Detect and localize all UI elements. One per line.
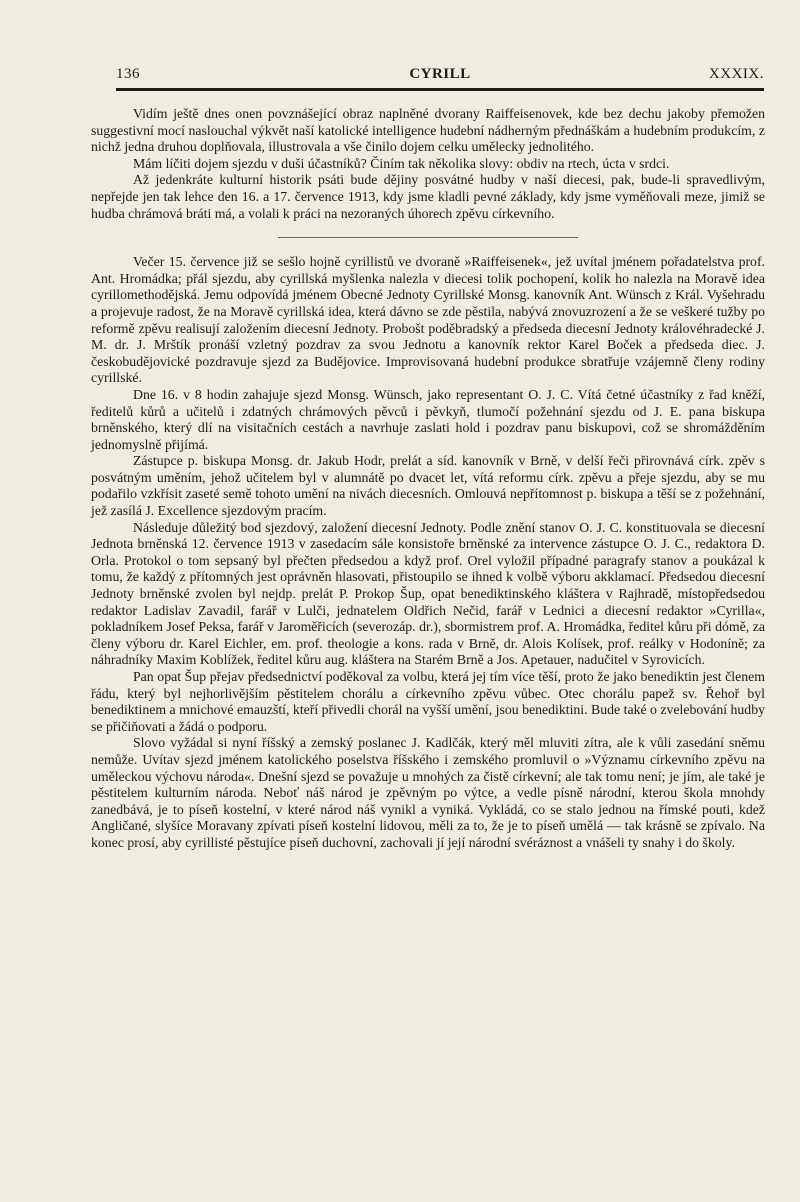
page-number: 136	[116, 66, 140, 82]
paragraph: Následuje důležitý bod sjezdový, založení diecesní Jednoty. Podle znění stanov O. J. C. konstituovala se diecesní Jednota brněnská 12. července 1913 v zasedacím sále konsistoře brněnské za intervence zástupce O. J. C., redaktora D. Orla. Protokol o tom sepsaný byl přečten předsedou a když prof. Orel vyložil případné paragrafy stanov a poukázal k tomu, že každý z přítomných jest oprávněn hlasovati, přistoupilo se ihned k volbě výboru akklamací. Předsedou diecesní Jednoty brněnské zvolen byl nejdp. prelát P. Prokop Šup, opat benediktinského kláštera v Rajhradě, místopředsedou redaktor Ladislav Zavadil, farář v Lulči, jednatelem Oldřich Nečid, farář v Lednici a diecesní redaktor »Cyrilla«, pokladníkem Josef Peksa, farář v Jaroměřicích (severozáp. dr.), sbormistrem prof. A. Hromádka, ředitel kůru při dómě, za členy výboru dr. Karel Eichler, em. prof. theologie a kons. rada v Brně, dr. Alois Kolísek, prof. reálky v Hodoníně; za náhradníky Maxim Koblížek, ředitel kůru aug. kláštera na Starém Brně a Jos. Apetauer, nadučitel v Syrovicích.	[91, 519, 765, 668]
article-body	[91, 106, 765, 852]
paragraph: Vidím ještě dnes onen povznášející obraz naplněné dvorany Raiffeisenovek, kde bez dechu jakoby přemožen suggestivní mocí naslouchal výkvět naší katolické intelligence hudební nádherným přednáškám a hudebním produkcím, z nichž jedna druhou doplňovala, illustrovala a vše činilo dojem celku umělecky jednolitého.	[91, 106, 765, 155]
paragraph: Zástupce p. biskupa Monsg. dr. Jakub Hodr, prelát a síd. kanovník v Brně, v delší řeči přirovnává círk. zpěv s posvátným uměním, jehož učitelem byl v alumnátě po dvacet let, vítá reformu círk. zpěvu a přeje sjezdu, aby se mu podařilo vzkřísit zaseté semě tohoto umění na nivách diecesních. Omlouvá nepřítomnost p. biskupa a těší se z požehnání, jež zasílá J. Excellence sjezdovým pracím.	[91, 453, 765, 519]
paragraph: Mám líčiti dojem sjezdu v duši účastníků? Činím tak několika slovy: obdiv na rtech, úcta v srdci.	[133, 155, 670, 171]
journal-title: CYRILL	[409, 66, 471, 82]
header-rule	[116, 88, 764, 91]
paragraph: Slovo vyžádal si nyní říšský a zemský poslanec J. Kadlčák, který měl mluviti zítra, ale k vůli zasedání sněmu nemůže. Uvítav sjezd jménem katolického poselstva říšského i zemského promluvil o »Významu církevního zpěvu na uměleckou výchovu národa«. Dnešní sjezd se považuje u mnohých za čistě církevní; ale tak tomu není; je jím, ale také je pěstitelem kulturním národa. Neboť náš národ je zpěvným po výtce, a vedle písně národní, kterou škola mnohdy zanedbává, je to píseň kostelní, v které národ náš vynikl a vyniká. Vykládá, co se stalo jednou na římské pouti, kdež Angličané, slyšíce Moravany zpívati píseň kostelní lidovou, měli za to, že je to píseň umělá — tak krásně se zpívalo. Na konec prosí, aby cyrillisté pěstujíce píseň duchovní, zachovali jí její národní svéráznost a vnášeli ty snahy i do školy.	[91, 735, 765, 850]
section-divider	[278, 237, 578, 238]
paragraph: Dne 16. v 8 hodin zahajuje sjezd Monsg. Wünsch, jako representant O. J. C. Vítá četné účastníky z řad kněží, ředitelů kůrů a učitelů i zdatných chrámových pěvců i pěvkyň, tlumočí požehnání sjezdu od J. E. pana biskupa brněnského, který dlí na visitačních cestách a navrhuje zaslati hold i pozdrav panu biskupovi, což se shromážděním jednomyslně přijímá.	[91, 386, 765, 452]
volume-number: XXXIX.	[708, 66, 764, 82]
running-header	[116, 66, 764, 88]
paragraph: Pan opat Šup přejav předsednictví poděkoval za volbu, která jej tím více těší, proto že jako benediktin jest členem řádu, který byl nejhorlivějším pěstitelem chorálu a církevního zpěvu vůbec. Otec chorálu papež sv. Řehoř byl benediktinem a mnichové emauzští, kteří přivedli chorál na vyšší umění, jsou benediktini. Bude také o zvelebování hudby se přičiňovati a žádá o podporu.	[91, 669, 765, 734]
paragraph: Večer 15. července již se sešlo hojně cyrillistů ve dvoraně »Raiffeisenek«, jež uvítal jménem pořadatelstva prof. Ant. Hromádka; přál sjezdu, aby cyrillská myšlenka nalezla v diecesi tolik pochopení, kolik ho nalezla na Moravě idea cyrillomethodějská. Jemu odpovídá jménem Obecné Jednoty Cyrillské Monsg. kanovník Ant. Wünsch z Král. Vyšehradu a projevuje radost, že na Moravě cyrillská idea, která dávno se zde pěstila, nabývá znovuzrození a že se veškeré tužby po reformě zpěvu realisují založením diecesní Jednoty. Probošt poděbradský a předseda diecesní Jednoty královéhradecké J. M. dr. J. Mrštík pronáší vzletný pozdrav za svou Jednotu a kanovník rektor Karel Boček a předseda diec. J. českobudějovické pozdravuje sjezd za Budějovice. Improvisovaná hudební produkce sbratřuje vzájemně členy rodiny cyrillské.	[91, 254, 765, 386]
paragraph: Až jedenkráte kulturní historik psáti bude dějiny posvátné hudby v naší diecesi, pak, bude-li spravedlivým, nepřejde jen tak lehce den 16. a 17. července 1913, kdy jsme kladli pevné základy, kdy jsme vyměňovali meze, jimiž se hudba chrámová bráti má, a volali k práci na nezoraných úhorech zpěvu církevního.	[91, 172, 765, 221]
